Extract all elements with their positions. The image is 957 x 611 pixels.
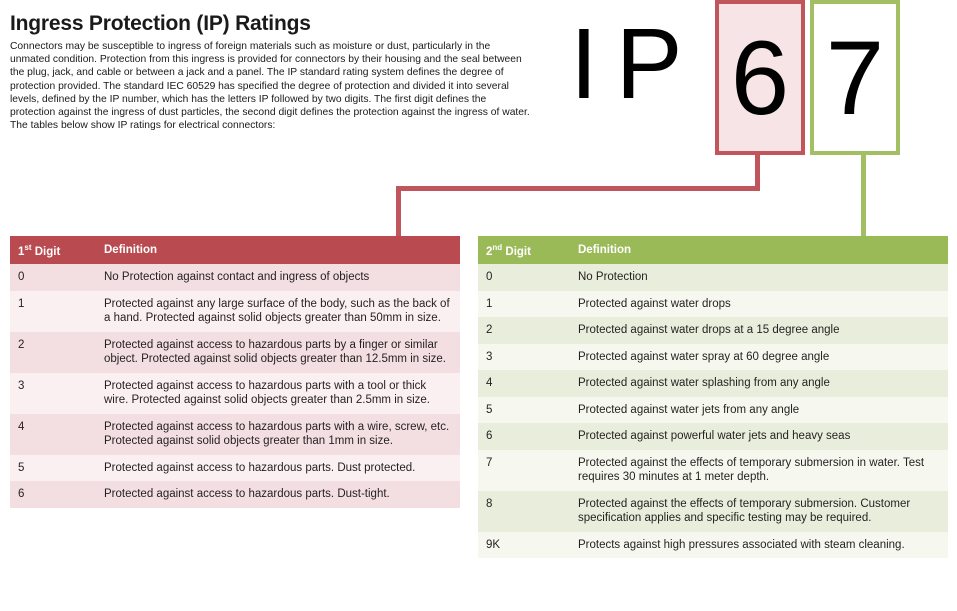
row-definition: Protected against access to hazardous parts by a finger or similar object. Protected against solid objects greater than 12.5mm in size. [96, 332, 460, 373]
row-digit: 1 [478, 291, 570, 318]
row-definition: Protected against access to hazardous parts. Dust protected. [96, 455, 460, 482]
row-definition: Protected against powerful water jets and heavy seas [570, 423, 948, 450]
intro-paragraph: Connectors may be susceptible to ingress of foreign materials such as moisture or dust, particularly in the unmated condition. Protection from this ingress is provided for connectors by their housing and the seal between the plug, jack, and cable or between a jack and a panel. The IP standard rating system defines the degree of protection provided. The standard IEC 60529 has specified the degree of protection and divided it into several levels, defined by the IP number, which has the letters IP followed by two digits. The first digit defines the protection against the ingress of dust particles, the second digit defines the protection against the ingress of water. The tables below show IP ratings for electrical connectors: [10, 41, 530, 132]
row-definition: Protected against access to hazardous parts with a tool or thick wire. Protected against solid objects greater than 2.5mm in size. [96, 373, 460, 414]
ip-letters: IP [570, 8, 701, 120]
ip-second-digit-box [810, 0, 900, 155]
header-second-digit-number: 2 [486, 245, 493, 258]
header-second-definition: Definition [570, 236, 948, 264]
row-digit: 2 [478, 317, 570, 344]
row-definition: Protected against water drops at a 15 degree angle [570, 317, 948, 344]
row-definition: Protected against water jets from any angle [570, 397, 948, 424]
row-digit: 9K [478, 532, 570, 559]
first-digit-table-wrapper [10, 236, 460, 508]
connector-line-green-vertical [861, 155, 866, 238]
table-row [10, 373, 460, 414]
row-definition: Protected against the effects of temporary submersion in water. Test requires 30 minutes at 1 meter depth. [570, 450, 948, 491]
ip-second-digit-value: 7 [825, 20, 885, 137]
table-header-row [478, 236, 948, 264]
table-row [478, 317, 948, 344]
row-definition: Protected against the effects of temporary submersion. Customer specification applies and specific testing may be required. [570, 491, 948, 532]
row-digit: 5 [10, 455, 96, 482]
table-row [10, 481, 460, 508]
header-first-digit-ordinal: st [24, 242, 32, 252]
row-definition: Protected against access to hazardous parts with a wire, screw, etc. Protected against solid objects greater than 1mm in size. [96, 414, 460, 455]
connector-line-red-vertical-top [755, 155, 760, 189]
row-digit: 5 [478, 397, 570, 424]
table-row [478, 291, 948, 318]
table-row [478, 344, 948, 371]
row-definition: Protected against access to hazardous parts. Dust-tight. [96, 481, 460, 508]
second-digit-table [478, 236, 948, 558]
header-first-digit-number: 1 [18, 245, 25, 258]
second-digit-table-wrapper [478, 236, 948, 558]
row-digit: 1 [10, 291, 96, 332]
row-digit: 0 [478, 264, 570, 291]
page-title: Ingress Protection (IP) Ratings [10, 12, 311, 35]
row-digit: 0 [10, 264, 96, 291]
table-row [10, 291, 460, 332]
first-digit-table [10, 236, 460, 508]
table-row [10, 455, 460, 482]
table-row [10, 264, 460, 291]
row-digit: 4 [10, 414, 96, 455]
table-row [478, 532, 948, 559]
header-first-digit: 1st Digit [10, 236, 96, 264]
row-definition: No Protection [570, 264, 948, 291]
row-definition: Protected against water drops [570, 291, 948, 318]
table-row [478, 491, 948, 532]
row-digit: 4 [478, 370, 570, 397]
row-definition: Protected against water splashing from any angle [570, 370, 948, 397]
table-row [478, 423, 948, 450]
row-digit: 8 [478, 491, 570, 532]
row-definition: Protected against water spray at 60 degree angle [570, 344, 948, 371]
row-definition: No Protection against contact and ingress of objects [96, 264, 460, 291]
row-definition: Protects against high pressures associated with steam cleaning. [570, 532, 948, 559]
connector-line-red-vertical-bottom [396, 186, 401, 238]
table-header-row [10, 236, 460, 264]
row-digit: 3 [10, 373, 96, 414]
table-row [478, 450, 948, 491]
intro-block [10, 12, 530, 132]
table-row [478, 264, 948, 291]
header-second-digit-ordinal: nd [492, 242, 503, 252]
row-definition: Protected against any large surface of the body, such as the back of a hand. Protected against solid objects greater than 50mm in size. [96, 291, 460, 332]
ip-first-digit-value: 6 [730, 20, 790, 137]
table-row [478, 397, 948, 424]
connector-line-red-horizontal [396, 186, 760, 191]
row-digit: 2 [10, 332, 96, 373]
row-digit: 3 [478, 344, 570, 371]
row-digit: 7 [478, 450, 570, 491]
row-digit: 6 [10, 481, 96, 508]
table-row [10, 414, 460, 455]
row-digit: 6 [478, 423, 570, 450]
table-row [478, 370, 948, 397]
ip-first-digit-box [715, 0, 805, 155]
header-second-digit: 2nd Digit [478, 236, 570, 264]
table-row [10, 332, 460, 373]
header-first-definition: Definition [96, 236, 460, 264]
